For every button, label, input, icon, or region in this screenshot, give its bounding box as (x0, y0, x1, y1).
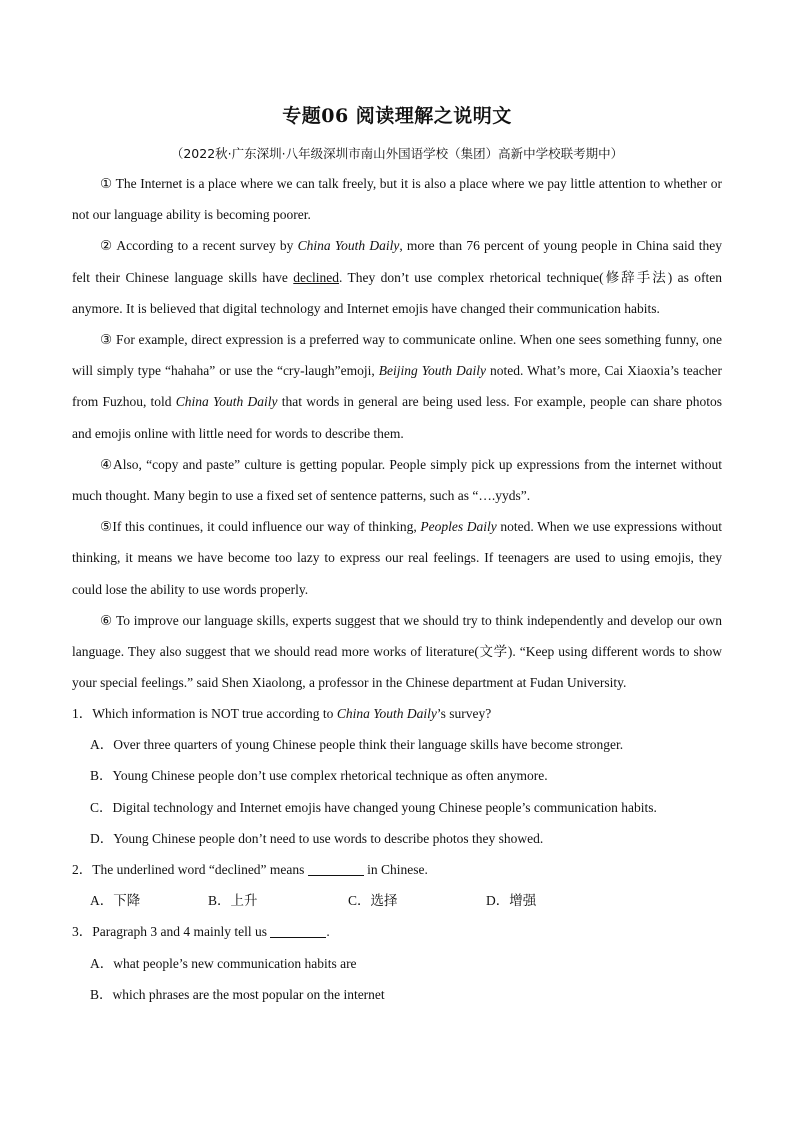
question-1-option-c: C．Digital technology and Internet emojis have changed young Chinese people’s communication habits. (90, 799, 657, 815)
paragraph-5 (72, 511, 722, 605)
question-2-option-d: D．增强 (486, 893, 537, 909)
question-1 (72, 698, 722, 729)
paragraph-3-source-2: China Youth Daily (175, 394, 278, 410)
document-title: 专题06 阅读理解之说明文 (282, 105, 512, 127)
question-2-options (72, 885, 722, 916)
paragraph-3-text-c: noted. What’s more, Cai Xiaoxia’s teacher from Fuzhou, told (72, 363, 722, 410)
document-source: （2022秋·广东深圳·八年级深圳市南山外国语学校（集团）高新中学校联考期中） (170, 146, 624, 161)
paragraph-6-text: ⑥ To improve our language skills, experts suggest that we should try to think independently and develop our own language. They also suggest that we should read more works of literature(文学). “Keep using different words to show your special feelings.” said Shen Xiaolong, a professor in the Chinese department at Fudan University. (72, 612, 722, 691)
paragraph-4-text: ④Also, “copy and paste” culture is getting popular. People simply pick up expressions from the internet without much thought. Many begin to use a fixed set of sentence patterns, such as “….yyds”. (72, 456, 722, 504)
question-3-stem-a: 3．Paragraph 3 and 4 mainly tell us (72, 924, 271, 940)
question-2-option-a: A．下降 (90, 893, 141, 909)
paragraph-1 (72, 168, 722, 230)
question-2-stem-c: in Chinese. (363, 862, 428, 878)
question-1-option-a: A．Over three quarters of young Chinese people think their language skills have become stronger. (90, 737, 624, 753)
underlined-word: declined (293, 269, 340, 285)
paragraph-2-text-a: ② According to a recent survey by (100, 238, 298, 254)
question-3 (72, 916, 722, 947)
paragraph-3-text-e: that words in general are being used less. For example, people can share photos and emojis online with little need for words to describe them. (72, 394, 722, 441)
paragraph-4 (72, 449, 722, 511)
answer-blank (270, 923, 326, 938)
paragraph-5-text-a: ⑤If this continues, it could influence our way of thinking, (100, 519, 421, 535)
paragraph-1-text: ① The Internet is a place where we can talk freely, but it is also a place where we pay little attention to whether or not our language ability is becoming poorer. (72, 176, 722, 223)
paragraph-3 (72, 324, 722, 449)
question-3-stem-c: . (326, 924, 330, 940)
question-1-stem-a: 1．Which information is NOT true according to (72, 706, 337, 721)
paragraph-2-text-e: . They don’t use complex rhetorical technique(修辞手法) as often anymore. It is believed that digital technology and Internet emojis have changed their communication habits. (72, 269, 722, 316)
paragraph-2-source: China Youth Daily (297, 238, 400, 254)
paragraph-6 (72, 605, 722, 699)
question-list (72, 698, 722, 1010)
question-3-option-b: B．which phrases are the most popular on the internet (90, 986, 385, 1002)
paragraph-3-source-1: Beijing Youth Daily (378, 363, 487, 379)
question-3-option-a: A．what people’s new communication habits are (90, 955, 357, 971)
answer-blank (308, 861, 364, 876)
question-2-stem-a: 2．The underlined word “declined” means (72, 862, 308, 878)
paragraph-2 (72, 230, 722, 324)
paragraph-5-source: Peoples Daily (420, 519, 497, 535)
question-1-option-d: D．Young Chinese people don’t need to use words to describe photos they showed. (90, 830, 544, 846)
question-2 (72, 854, 722, 885)
question-1-option-b: B．Young Chinese people don’t use complex rhetorical technique as often anymore. (90, 768, 548, 784)
reading-passage (72, 168, 722, 698)
question-2-option-b: B．上升 (208, 893, 258, 909)
paragraph-5-text-c: noted. When we use expressions without thinking, it means we have become too lazy to express our real feelings. If teenagers are used to using emojis, they could lose the ability to use words properly. (72, 519, 723, 597)
question-1-stem-c: ’s survey? (436, 706, 492, 721)
paragraph-2-text-c: , more than 76 percent of young people in China said they felt their Chinese language skills have (72, 238, 722, 285)
paragraph-3-text-a: ③ For example, direct expression is a preferred way to communicate online. When one sees something funny, one will simply type “hahaha” or use the “cry-laugh”emoji, (72, 332, 722, 379)
question-1-source: China Youth Daily (336, 706, 437, 721)
question-2-option-c: C．选择 (348, 893, 398, 909)
